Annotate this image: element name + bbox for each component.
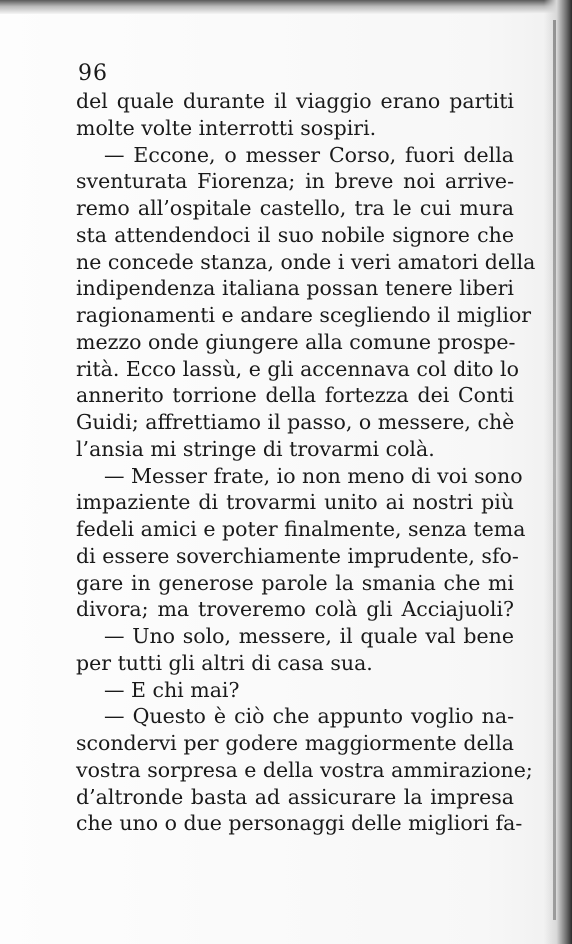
- text-line: gare in generose parole la smania che mi: [76, 570, 514, 595]
- text-line: fedeli amici e poter finalmente, senza tema: [76, 517, 526, 541]
- text-line: sventurata Fiorenza; in breve noi arrive-: [76, 169, 514, 194]
- body-text: [76, 88, 536, 837]
- text-line: — Questo è ciò che appunto voglio na-: [104, 704, 514, 729]
- text-line: mezzo onde giungere alla comune prospe-: [76, 329, 516, 354]
- text-line: ragionamenti e andare scegliendo il miglior: [76, 303, 532, 327]
- text-line: — Uno solo, messere, il quale val bene: [104, 624, 514, 648]
- page-binding-shadow: [544, 0, 572, 944]
- text-line: remo all’ospitale castello, tra le cui mura: [76, 196, 514, 220]
- text-line: rità. Ecco lassù, e gli accennava col dito lo: [76, 356, 519, 381]
- page-number: 96: [78, 61, 108, 86]
- text-line: di essere soverchiamente imprudente, sfo-: [76, 543, 519, 568]
- text-line: del quale durante il viaggio erano partiti: [76, 89, 514, 113]
- text-line: che uno o due personaggi delle migliori fa-: [76, 811, 523, 836]
- page-top-shadow: [0, 0, 572, 14]
- text-line: Guidi; affrettiamo il passo, o messere, chè: [76, 410, 515, 434]
- text-line: indipendenza italiana possan tenere liberi: [76, 276, 514, 301]
- text-line: — Eccone, o messer Corso, fuori della: [104, 142, 514, 167]
- page-edge-line: [553, 20, 556, 920]
- text-line: sta attendendoci il suo nobile signore che: [76, 222, 514, 247]
- text-line: — E chi mai?: [104, 677, 240, 702]
- text-line: divora; ma troveremo colà gli Acciajuoli?: [76, 597, 514, 622]
- text-line: scondervi per godere maggiormente della: [76, 731, 514, 755]
- text-line: impaziente di trovarmi unito ai nostri più: [76, 490, 514, 515]
- text-line: molte volte interrotti sospiri.: [76, 115, 377, 140]
- text-line: — Messer frate, io non meno di voi sono: [104, 463, 523, 488]
- text-line: ne concede stanza, onde i veri amatori della: [76, 249, 536, 274]
- text-line: d’altronde basta ad assicurare la impresa: [76, 784, 514, 809]
- text-line: l’ansia mi stringe di trovarmi colà.: [76, 436, 435, 461]
- text-line: vostra sorpresa e della vostra ammirazione;: [76, 757, 533, 782]
- text-line: annerito torrione della fortezza dei Conti: [76, 383, 514, 408]
- text-line: per tutti gli altri di casa sua.: [76, 650, 373, 675]
